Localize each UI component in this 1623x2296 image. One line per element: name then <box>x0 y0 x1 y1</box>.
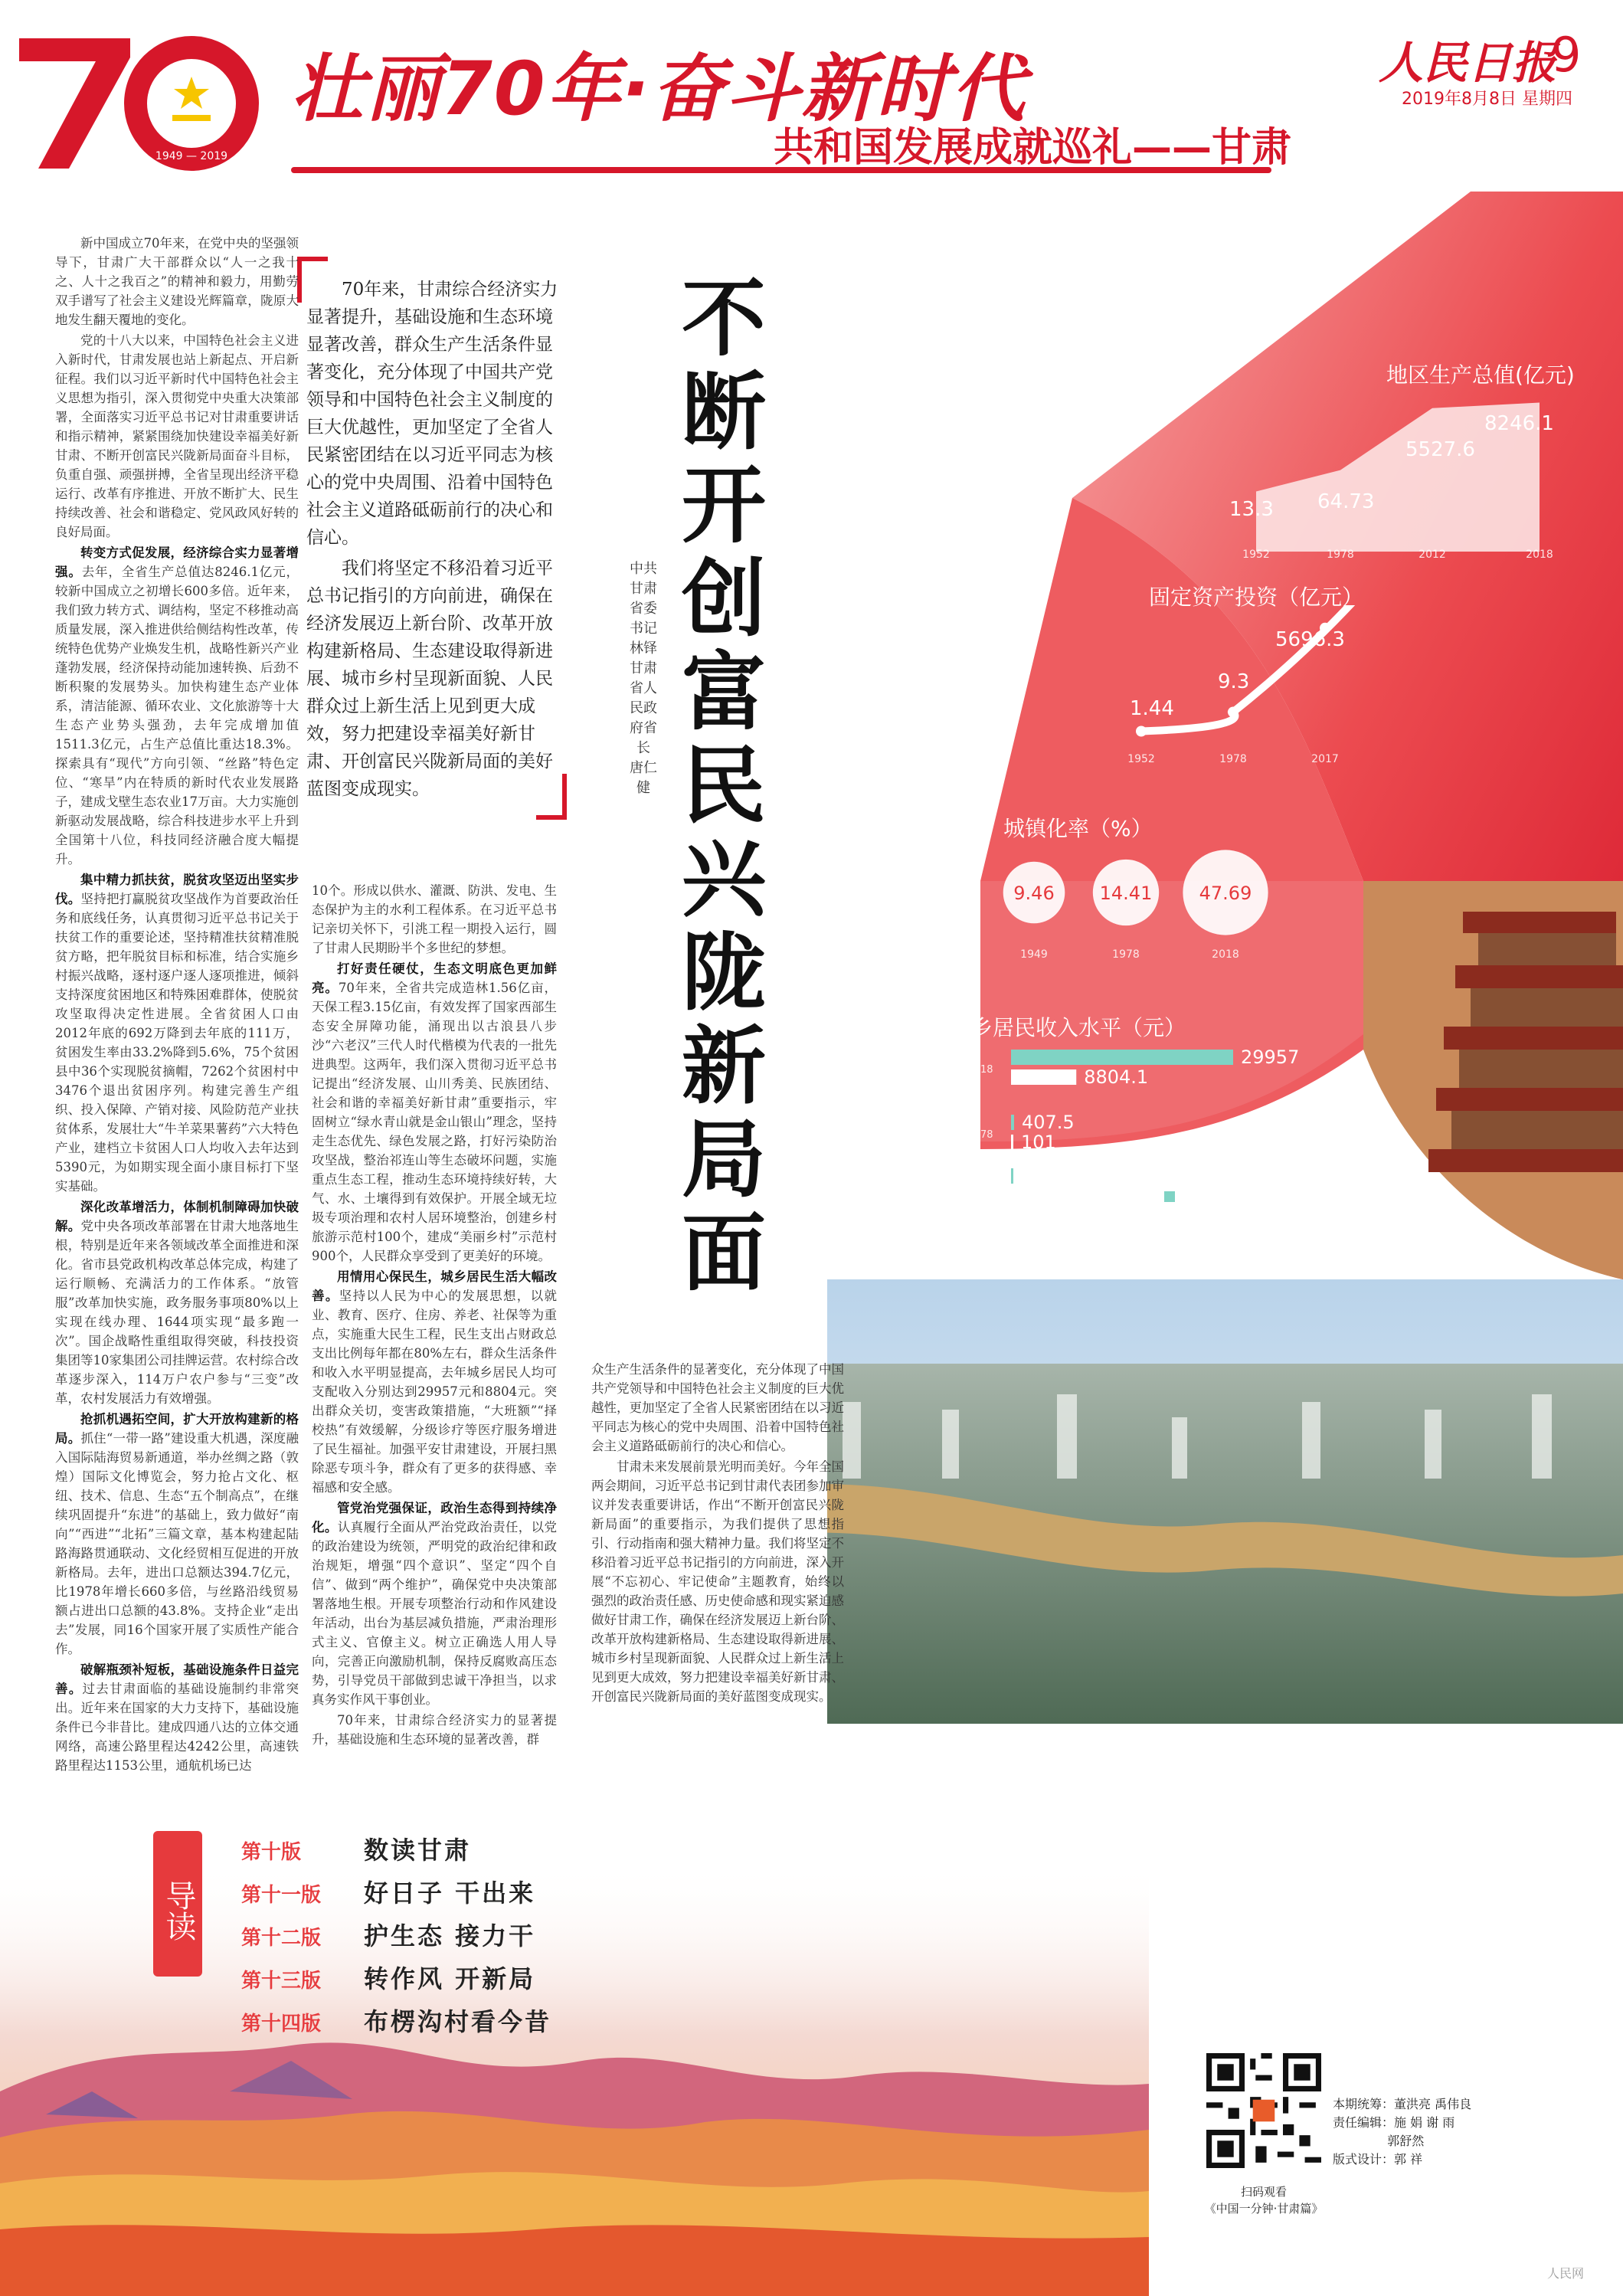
guide-tag: 导读 <box>153 1831 202 1977</box>
subheading: 转变方式促发展，经济综合实力显著增强。 <box>55 545 299 579</box>
urbanization-value: 9.46 <box>1013 883 1055 904</box>
page-number: 9 <box>1551 27 1582 83</box>
guide-edition: 第十一版 <box>241 1884 322 1907</box>
urbanization-value: 14.41 <box>1099 883 1153 904</box>
investment-year-label: 2017 <box>1311 753 1339 765</box>
investment-value-2017: 5696.3 <box>1275 628 1345 651</box>
article-column-1 <box>55 234 299 1774</box>
paragraph: 党的十八大以来，中国特色社会主义进入新时代，甘肃发展也站上新起点、开启新征程。我们以习近平新时代中国特色社会主义思想为指引，深入贯彻党中央重大决策部署，全面落实习近平总书记对甘肃重要讲话和指示精神，紧紧围绕加快建设幸福美好新甘肃、不断开创富民兴陇新局面奋斗目标，负重自强、顽强拼搏，全省呈现出经济平稳运行、改革有序推进、开放不断扩大、民生持续改善、社会和谐稳定、党风政风好转的良好局面。 <box>55 333 299 539</box>
income-year-label: 2018 <box>967 1064 993 1076</box>
paragraph <box>312 1498 557 1709</box>
publication-date: 2019年8月8日 星期四 <box>1402 90 1572 109</box>
legend-rural-label: 农村居民 <box>1184 1219 1265 1242</box>
paragraph <box>312 959 557 1266</box>
logo-years: 1949 — 2019 <box>155 150 228 162</box>
credits-line: 郭舒然 <box>1333 2134 1425 2148</box>
income-chart-title: 城乡居民收入水平（元） <box>950 1015 1186 1040</box>
urbanization-chart-title: 城镇化率（%） <box>1003 816 1153 841</box>
guide-edition: 第十三版 <box>241 1970 322 1993</box>
investment-chart-title: 固定资产投资（亿元） <box>1149 585 1364 610</box>
section-title: 壮丽70年·奋斗新时代 <box>291 46 1027 132</box>
qr-code[interactable] <box>1206 2053 1321 2168</box>
income-value-label: 407.5 <box>1021 1112 1075 1133</box>
paragraph-body: 去年，全省生产总值达8246.1亿元，较新中国成立之初增长600多倍。近年来，我们致力转方式、调结构，坚定不移推动高质量发展，深入推进供给侧结构性改革，传统特色优势产业焕发生机，战略性新兴产业蓬勃发展，经济保持动能加速转换、后劲不断积聚的发展势头。加快构建生态产业体系，清洁能源、循环农业、文化旅游等十大生态产业势头强劲，去年完成增加值1511.3亿元，占生产总值比重达18.3%。探索具有“现代”方向引领、“丝路”特色定位、“寒旱”内在特质的新时代农业发展路子，建成戈壁生态农业17万亩。大力实施创新驱动发展战略，综合科技进步水平上升到全国第十八位，科技同经济融合度大幅提升。 <box>55 565 299 866</box>
paragraph-body: 坚持把打赢脱贫攻坚战作为首要政治任务和底线任务，认真贯彻习近平总书记关于扶贫工作的重要论述，坚持精准扶贫精准脱贫方略，把年脱贫目标和标准，结合实施乡村振兴战略，逐村逐户逐人逐项推进，倾斜支持深度贫困地区和特殊困难群体，使脱贫攻坚取得决定性进展。全省贫困人口由2012年底的692万降到去年底的111万，贫困发生率由33.2%降到5.6%，75个贫困县中36个实现脱贫摘帽，7262个贫困村中3476个退出贫困序列。构建完善生产组织、投入保障、产销对接、风险防范产业扶贫体系，发展壮大“牛羊菜果薯药”六大特色产业，建档立卡贫困人口人均收入去年达到5390元，为如期实现全面小康目标打下坚实基础。 <box>55 892 299 1194</box>
investment-point <box>1136 726 1147 737</box>
qr-caption-line: 扫码观看 <box>1240 2185 1287 2199</box>
paragraph-body: 党中央各项改革部署在甘肃大地落地生根，特别是近年来各领域改革全面推进和深化。省市县党政机构改革总体完成，构建了运行顺畅、充满活力的工作体系。“放管服”改革加快实施，政务服务事项80%以上实现在线办理、1644项实现“最多跑一次”。国企战略性重组取得突破，科技投资集团等10家集团公司挂牌运营。农村综合改革逐步深入，114万户农户参与“三变”改革，农村发展活力有效增强。 <box>55 1219 299 1406</box>
gdp-value-2012: 5527.6 <box>1405 438 1475 461</box>
paragraph-body: 70年来，全省共完成造林1.56亿亩，天保工程3.15亿亩，有效发挥了国家西部生态安全屏障功能，涌现出以古浪县八步沙“六老汉”三代人时代楷模为代表的一批先进典型。这两年，我们深入贯彻习近平总书记提出“经济发展、山川秀美、民族团结、社会和谐的幸福美好新甘肃”重要指示，牢固树立“绿水青山就是金山银山”理念，坚持走生态优先、绿色发展之路，打好污染防治攻坚战，整治祁连山等生态破坏问题，实施重点生态工程，推动生态环境持续好转，大气、水、土壤得到有效保护。开展全域无垃圾专项治理和农村人居环境整治，创建乡村旅游示范村100个，建成“美丽乡村”示范村900个，人民群众享受到了更美好的环境。 <box>312 981 557 1263</box>
subheading: 抢抓机遇拓空间，扩大开放构建新的格局。 <box>55 1412 299 1446</box>
income-value-label: 157 <box>1021 1165 1056 1187</box>
gdp-value-1952: 13.3 <box>1229 498 1274 521</box>
legend-urban <box>1164 1180 1264 1208</box>
watermark: 人民网 <box>1547 2266 1585 2281</box>
urbanization-year-label: 1978 <box>1112 948 1140 961</box>
subheading: 管党治党强保证，政治生态得到持续净化。 <box>312 1501 557 1534</box>
gdp-year-label: 1978 <box>1327 549 1354 559</box>
guide-item[interactable] <box>241 1874 535 1909</box>
paragraph-body: 坚持以人民为中心的发展思想，以就业、教育、医疗、住房、养老、社保等为重点，实施重大民生工程，民生支出占财政总支出比例每年都在80%左右，群众生活条件和收入水平明显提高，去年城乡居民人均可支配收入分别达到29957元和8804元。突出群众关切，变害政策措施，“大班额”“择校热”有效缓解，分级诊疗等医疗服务增进了民生福祉。加强平安甘肃建设，开展扫黑除恶专项斗争，群众有了更多的获得感、幸福感和安全感。 <box>312 1289 557 1495</box>
paragraph <box>55 1410 299 1659</box>
qr-caption-line: 《中国一分钟·甘肃篇》 <box>1204 2202 1324 2216</box>
guide-item[interactable] <box>241 1831 471 1866</box>
gdp-year-label: 2012 <box>1418 549 1446 559</box>
guide-item[interactable] <box>241 1917 535 1952</box>
pull-quote <box>306 260 559 827</box>
income-chart <box>950 1042 1348 1241</box>
paragraph <box>55 1660 299 1774</box>
urbanization-year-label: 1949 <box>1020 948 1048 961</box>
urbanization-value: 47.69 <box>1199 883 1252 904</box>
guide-title: 布楞沟村看今昔 <box>364 2007 552 2036</box>
paragraph: 甘肃未来发展前景光明而美好。今年全国两会期间，习近平总书记到甘肃代表团参加审议并发表重要讲话，作出“不断开创富民兴陇新局面”的重要指示，为我们提供了思想指引、行动指南和强大精神力量。我们将坚定不移沿着习近平总书记指引的方向前进，深入开展“不忘初心、牢记使命”主题教育，始终以强烈的政治责任感、历史使命感和现实紧迫感做好甘肃工作，确保在经济发展迈上新台阶、改革开放构建新格局、生态建设取得新进展、城市乡村呈现新面貌、人民群众过上新生活上见到更大成效，努力把建设幸福美好新甘肃、开创富民兴陇新局面的美好蓝图变成现实。 <box>591 1459 844 1704</box>
credits-line: 版式设计：郭 祥 <box>1333 2152 1423 2167</box>
qr-caption <box>1195 2183 1333 2217</box>
article-column-3 <box>591 1360 844 1774</box>
income-value-label: 29957 <box>1241 1046 1300 1068</box>
income-bar <box>1011 1188 1013 1204</box>
article-authors: 中共甘肃省委书记 林铎 甘肃省人民政府省长 唐仁健 <box>630 561 657 796</box>
anniversary-logo <box>15 23 268 176</box>
income-value-label: 101 <box>1021 1132 1056 1153</box>
paragraph: 10个。形成以供水、灌溉、防洪、发电、生态保护为主的水利工程体系。在习近平总书记亲切关怀下，引洮工程一期投入运行，圆了甘肃人民期盼半个多世纪的梦想。 <box>312 883 557 955</box>
income-value-label: 55 <box>1021 1185 1045 1207</box>
income-bar <box>1011 1069 1076 1085</box>
investment-point <box>1228 706 1239 717</box>
investment-year-label: 1952 <box>1127 753 1155 765</box>
article-column-2 <box>312 881 557 1774</box>
guide-item[interactable] <box>241 1960 535 1995</box>
paragraph <box>312 1267 557 1497</box>
newspaper-name: 人民日报 <box>1379 37 1557 89</box>
legend-urban-swatch <box>1164 1191 1175 1202</box>
gdp-value-1978: 64.73 <box>1317 490 1375 513</box>
guide-edition: 第十四版 <box>241 2013 322 2036</box>
guide-title: 转作风 开新局 <box>364 1964 536 1993</box>
section-subtitle: 共和国发展成就巡礼——甘肃 <box>774 125 1292 171</box>
income-bar <box>1011 1050 1233 1065</box>
credits-line: 责任编辑：施 娟 谢 雨 <box>1333 2115 1455 2130</box>
income-value-label: 8804.1 <box>1084 1066 1149 1088</box>
subheading: 破解瓶颈补短板，基础设施条件日益完善。 <box>55 1662 299 1696</box>
gdp-chart-title: 地区生产总值(亿元) <box>1386 362 1575 388</box>
paragraph: 众生产生活条件的显著变化，充分体现了中国共产党领导和中国特色社会主义制度的巨大优越性，更加坚定了全省人民紧密团结在以习近平同志为核心的党中央周围、沿着中国特色社会主义道路砥砺前行的决心和信心。 <box>591 1362 844 1453</box>
paragraph: 70年来，甘肃综合经济实力的显著提升，基础设施和生态环境的显著改善，群 <box>312 1713 557 1747</box>
investment-year-label: 1978 <box>1219 753 1247 765</box>
guide-title: 护生态 接力干 <box>364 1921 536 1950</box>
investment-line <box>1141 605 1371 732</box>
income-year-label: 1952 <box>967 1183 993 1194</box>
investment-value-1952: 1.44 <box>1130 697 1174 720</box>
credits <box>1333 2095 1471 2169</box>
legend-rural <box>1164 1214 1264 1243</box>
legend-urban-label: 城镇居民 <box>1184 1184 1265 1207</box>
pull-quote-p2: 我们将坚定不移沿着习近平总书记指引的方向前进，确保在经济发展迈上新台阶、改革开放构建新格局、生态建设取得新进展、城市乡村呈现新面貌、人民群众过上新生活上见到更大成效，努力把建设幸福美好新甘肃、开创富民兴陇新局面的美好蓝图变成现实。 <box>306 558 553 799</box>
article-headline: 不断开创富民兴陇新局面 <box>682 270 766 1302</box>
guide-edition: 第十版 <box>241 1841 302 1864</box>
gdp-year-label: 1952 <box>1242 549 1270 559</box>
urbanization-year-label: 2018 <box>1212 948 1239 961</box>
paragraph <box>55 543 299 869</box>
subheading: 集中精力抓扶贫，脱贫攻坚迈出坚实步伐。 <box>55 873 299 906</box>
paragraph-body: 过去甘肃面临的基础设施制约非常突出。近年来在国家的大力支持下，基础设施条件已今非昔比。建成四通八达的立体交通网络，高速公路里程达4242公里，高速铁路里程达1153公里，通航机场已达 <box>55 1682 299 1773</box>
income-bar <box>1011 1135 1013 1150</box>
credits-line: 本期统筹：董洪亮 禹伟良 <box>1333 2097 1472 2111</box>
subheading: 深化改革增活力，体制机制障碍加快破解。 <box>55 1200 299 1233</box>
guide-title: 数读甘肃 <box>364 1836 472 1865</box>
guide-item[interactable] <box>241 2003 551 2038</box>
urbanization-chart <box>980 843 1302 965</box>
paragraph-body: 认真履行全面从严治党政治责任，以党的政治建设为统领，严明党的政治纪律和政治规矩，增强“四个意识”、坚定“四个自信”、做到“两个维护”，确保党中央决策部署落地生根。开展专项整治行动和作风建设年活动，出台为基层减负措施，严肃治理形式主义、官僚主义。树立正确选人用人导向，完善正向激励机制，保持反腐败高压态势，引导党员干部做到忠诚干净担当，以求真务实作风干事创业。 <box>312 1520 557 1707</box>
subheading: 打好责任硬仗，生态文明底色更加鲜亮。 <box>312 961 557 995</box>
pull-quote-p1: 70年来，甘肃综合经济实力显著提升，基础设施和生态环境显著改善，群众生产生活条件显著变化，充分体现了中国共产党领导和中国特色社会主义制度的巨大优越性，更加坚定了全省人民紧密团结在以习近平同志为核心的党中央周围、沿着中国特色社会主义道路砥砺前行的决心和信心。 <box>306 280 558 548</box>
legend-rural-swatch <box>1164 1226 1175 1236</box>
paragraph-body: 抓住“一带一路”建设重大机遇，深度融入国际陆海贸易新通道，举办丝绸之路（敦煌）国际文化博览会，努力抢占文化、枢纽、技术、信息、生态“五个制高点”，在继续巩固提升“东进”的基础上，致力做好“南向”“西进”“北拓”三篇文章，基本构建起陆路海路贯通联动、文化经贸相互促进的开放新格局。去年，进出口总额达394.7亿元，比1978年增长660多倍，与丝路沿线贸易额占进出口总额的43.8%。支持企业“走出去”发展，同16个国家开展了实质性产能合作。 <box>55 1431 299 1656</box>
subheading: 用情用心保民生，城乡居民生活大幅改善。 <box>312 1269 557 1303</box>
paragraph <box>55 1197 299 1408</box>
investment-chart <box>1103 605 1409 774</box>
income-year-label: 1978 <box>967 1129 993 1141</box>
investment-value-1978: 9.3 <box>1218 670 1250 693</box>
income-bar <box>1011 1168 1013 1184</box>
paragraph: 新中国成立70年来，在党中央的坚强领导下，甘肃广大干部群众以“人一之我十之、人十之我百之”的精神和毅力，用勤劳双手谱写了社会主义建设光辉篇章，陇原大地发生翻天覆地的变化。 <box>55 236 299 327</box>
gdp-value-2018: 8246.1 <box>1484 412 1554 435</box>
paragraph <box>55 870 299 1196</box>
guide-title: 好日子 干出来 <box>364 1878 536 1908</box>
income-bar <box>1011 1115 1014 1130</box>
gdp-year-label: 2018 <box>1526 549 1553 559</box>
guide-edition: 第十二版 <box>241 1927 322 1950</box>
